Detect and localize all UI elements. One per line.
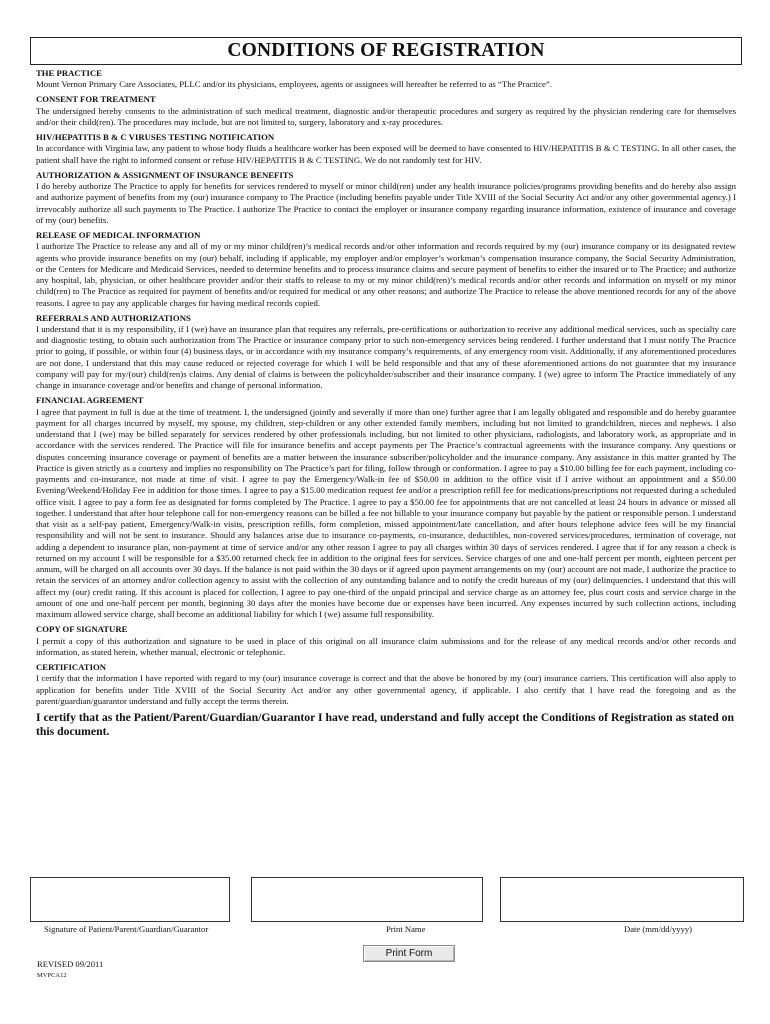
- section-release-of-medical-information: [36, 230, 736, 309]
- section-heading: CERTIFICATION: [36, 662, 107, 673]
- section-heading: COPY OF SIGNATURE: [36, 624, 128, 635]
- section-authorization-assignment: [36, 170, 736, 226]
- section-text: I understand that it is my responsibility, if I (we) have an insurance plan that requires any referrals, pre-certifications or authorization to receive any additional medical services, such as specialty care and diagnostic testing, to obtain such authorization from The Practice or insurance company prior to such non-emergency services being rendered. I further understand that I must notify The Practice prior to going, if possible, or within four (4) business days, or in accordance with my insurance company’s requirements, of any emergency room visit. Additionally, if any aforementioned procedures are not done, I understand that this may cause reduced or rejected coverage for which I will be held responsible and that any of these aforementioned actions do not guarantee that my insurance company will pay for my/(our) child(ren)s claims. Any denial of claims is between the policyholder/subscriber and their insurance company. I (we) agree to inform The Practice immediately of any change in insurance coverage and/or benefits and change of personal information.: [36, 323, 736, 391]
- acceptance-statement: I certify that as the Patient/Parent/Guardian/Guarantor I have read, understand and fully accept the Conditions of Registration as stated on this document.: [36, 711, 735, 739]
- section-heading: AUTHORIZATION & ASSIGNMENT OF INSURANCE BENEFITS: [36, 169, 294, 180]
- section-heading: CONSENT FOR TREATMENT: [36, 94, 156, 105]
- title-box: [30, 37, 742, 65]
- date-label: Date (mm/dd/yyyy): [624, 924, 693, 934]
- section-text: I do hereby authorize The Practice to apply for benefits for services rendered to myself or minor child(ren) under any health insurance policies/programs providing benefits and do hereby also assign and authorize payment of benefits from my (our) insurance company to The Practice (including benefits payable under Title XVIII of the Social Security Act and/or any other governmental agency.) I irrevocably authorize all such payments to The Practice. I authorize The Practice to contact the employer or insurance company regarding insurance information, existence of insurance and coverage of my (our) benefits.: [36, 181, 736, 225]
- section-text: In accordance with Virginia law, any patient to whose body fluids a healthcare worker has been exposed will be deemed to have consented to HIV/HEPATITIS B & C TESTING. In all other cases, the patient shall have the right to informed consent or refuse HIV/HEPATITIS B & C TESTING. We do not randomly test for HIV.: [36, 143, 736, 165]
- section-text: I certify that the information I have reported with regard to my (our) insurance coverage is correct and that the above be honored by my (our) insurance carriers. This certification will also apply to application for benefits under Title XVIII of the Social Security Act and/or any other governmental agency, if applicable. I also certify that I have read the foregoing and as the parent/guardian/guarantor understand and fully accept the terms therein.: [36, 673, 736, 706]
- page-title: CONDITIONS OF REGISTRATION: [227, 40, 545, 61]
- section-heading: HIV/HEPATITIS B & C VIRUSES TESTING NOTIFICATION: [36, 132, 275, 143]
- conditions-content: [36, 68, 736, 739]
- section-referrals-authorizations: [36, 313, 736, 392]
- section-hiv-testing-notification: [36, 132, 736, 166]
- print-name-label: Print Name: [386, 924, 426, 934]
- form-code: MVPCA12: [37, 972, 67, 979]
- section-heading: THE PRACTICE: [36, 68, 102, 78]
- signature-field[interactable]: [30, 877, 230, 922]
- section-copy-of-signature: [36, 624, 736, 658]
- section-text: The undersigned hereby consents to the administration of such medical treatment, diagnostic and/or therapeutic procedures and surgery as required by the physician rendering care for themselves and/or their child(ren). The procedures may include, but are not limited to, surgery, laboratory and x-ray procedures.: [36, 105, 736, 127]
- section-certification: [36, 662, 736, 707]
- section-text: I agree that payment in full is due at the time of treatment. I, the undersigned (jointly and severally if more than one) further agree that I am legally obligated and responsible and do hereby guarantee payment for all charges incurred by myself, my spouse, my children, step-children or any other extended family members, including but not limited to grandchildren, nieces and nephews. I also understand that I (we) may be billed separately for services rendered by other professionals including, but not limited to other physicians, radiologists, and laboratory work, as appropriate and in accordance with the services rendered. The Practice will file for insurance benefits and accept payments per The Practice’s contractual agreements with the insurance company. Any questions or disputes concerning insurance coverage or payment of benefits are a matter between the insurance subscriber/policyholder and the insurance company. Any assistance in this matter granted by The Practice is given strictly as a courtesy and implies no responsibility on The Practice’s part for filing, follow through or conformation. I agree to pay a $10.00 billing fee for each payment, including co-payments and co-insurance, not made at time of visit. I agree to pay the Emergency/Walk-in fee of $50.00 in addition to the office visit if I arrive without an appointment and a $50.00 Evening/Weekend/Holiday Fee in addition for those times. I agree to pay a $15.00 medication request fee and/or a prescription refill fee for medications/prescriptions not requested during a scheduled office visit. I agree to pay a form fee as designated for forms completed by The Practice. I agree to pay a $50.00 fee for appointments that are not cancelled at least 24 hours in advance or missed all together. I understand that after hour telephone call for non-emergency reasons can be billed a fee not billable to your insurance company but payable by the patient or responsible person. I understand that visit as a self-pay patient, Emergency/Walk-in visits, prescription refills, form completion, missed appointment/late cancellation, and after hours telephone advice fees will be my financial responsibility and will not be sent to insurance. Should any balances arise due to insurance co-payments, co-insurance, deductibles, non-covered services/procedures, termination of coverage, not adding a dependent to insurance plan, non-payment at time of service and/or any other reason I agree to pay all charges within 30 days of services rendered. I agree that if for any reason a check is returned on my account I will be responsible for a $35.00 returned check fee in addition to the original fees for services. Service charges of one and one-half percent per month, eighteen percent per annum, will be charged on all accounts over 30 days. If the balance is not paid within the 30 days or if agreed upon payment arrangements on my (our) account are not made, I authorize the practice to retain the services of an attorney and/or collection agency to assist with the collection of any outstanding balance and to notify the credit bureaus of my (our) delinquencies. I understand that this will affect my (our) credit rating. If this account is placed for collection, I agree to pay one-third of the unpaid principal and service charge as an attorney fee, plus court costs and service charge in the amount of one and one-half percent per month, beginning 30 days after the monies have become due or expenses have been incurred. Any expenses incurred by such collection actions, including maximum allowed service charge, shall become an additional liability for which I (we) assume full responsibility.: [36, 406, 736, 620]
- section-text: I permit a copy of this authorization and signature to be used in place of this original on all insurance claim submissions and for the release of any medical records and/or other records and information, as stated herein, whether manual, electronic or telephonic.: [36, 635, 736, 657]
- revision-date: REVISED 09/2011: [37, 959, 104, 969]
- section-text: I authorize The Practice to release any and all of my or my minor child(ren)’s medical records and/or other information and records required by my (our) insurance company or its designated review agents who provide insurance benefits on my (our) behalf, including if applicable, my employer and/or employer’s workman’s compensation insurance company, the Social Security Administration, or the Centers for Medicare and Medicaid Services, needed to determine benefits and to process insurance claims and secure payment of benefits to either the insured or to The Practice; and authorize any hospital, lab, physician, or other healthcare provider and/or their staffs to release to my or my minor child(ren)’s medical records and/or other records and information on myself or my minor child(ren) to The Practice as required for payment of benefits and/or required for medical or any other reasons; and authorize The Practice to release the above mentioned records for any of the above reasons. I agree to pay any applicable charges for having medical records copied.: [36, 241, 736, 308]
- date-field[interactable]: [500, 877, 744, 922]
- section-heading: REFERRALS AND AUTHORIZATIONS: [36, 312, 191, 323]
- section-financial-agreement: [36, 395, 736, 620]
- print-name-field[interactable]: [251, 877, 483, 922]
- section-text: Mount Vernon Primary Care Associates, PLLC and/or its physicians, employees, agents or assignees will hereafter be referred to as “The Practice”.: [36, 79, 552, 90]
- section-the-practice: [36, 68, 736, 90]
- section-heading: RELEASE OF MEDICAL INFORMATION: [36, 230, 201, 241]
- print-form-button[interactable]: Print Form: [363, 945, 455, 962]
- section-consent-for-treatment: [36, 94, 736, 128]
- section-heading: FINANCIAL AGREEMENT: [36, 395, 144, 406]
- signature-fields: [30, 877, 744, 923]
- signature-label: Signature of Patient/Parent/Guardian/Guarantor: [44, 924, 209, 934]
